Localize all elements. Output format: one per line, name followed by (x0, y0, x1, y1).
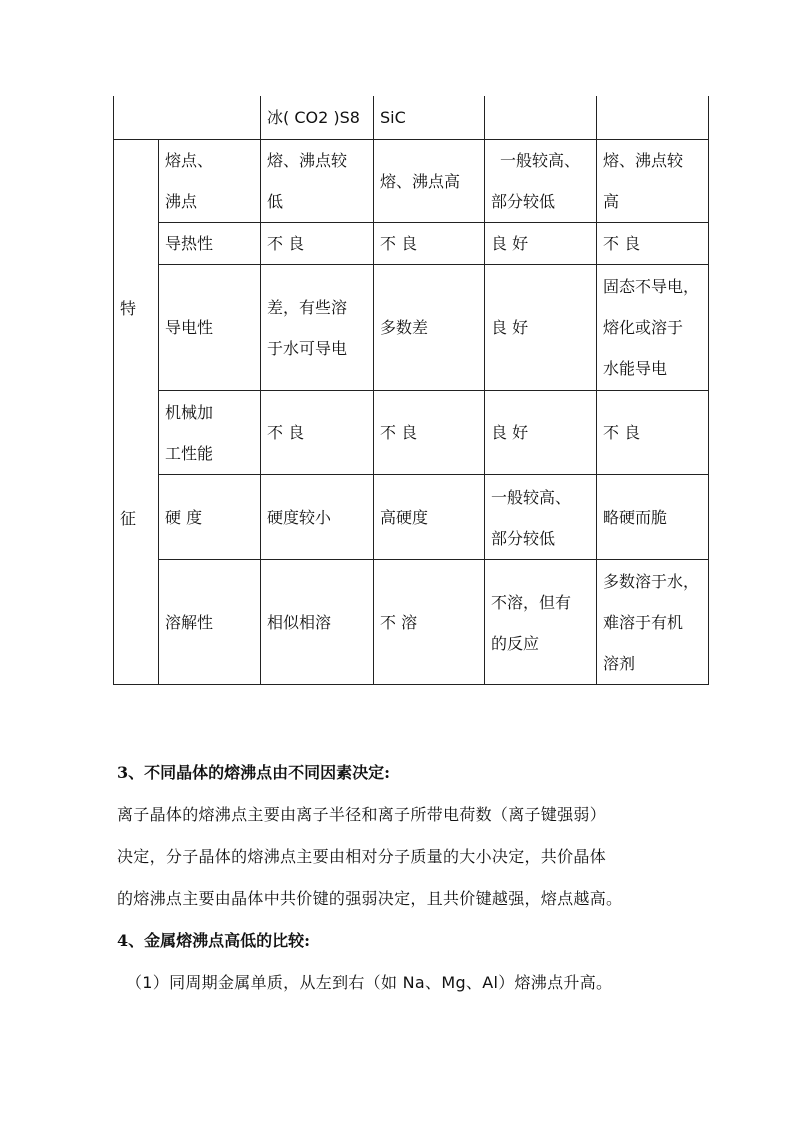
table-cell: 良 好 (491, 318, 529, 337)
table-cell: 相似相溶 (267, 613, 332, 632)
property-label: 工性能 (165, 444, 214, 463)
table-cell: 部分较低 (491, 192, 556, 211)
property-label: 熔点、 (165, 151, 214, 170)
table-cell: 不 良 (267, 423, 305, 442)
table-row-divider (158, 264, 709, 265)
property-label: 沸点 (165, 192, 198, 211)
table-cell: 多数溶于水， (603, 572, 700, 591)
table-cell: 良 好 (491, 423, 529, 442)
section-heading: 4、金属熔沸点高低的比较: (117, 931, 311, 950)
paragraph-line: （1）同周期金属单质，从左到右（如 Na、Mg、Al）熔沸点升高。 (126, 973, 613, 992)
section-heading: 3、不同晶体的熔沸点由不同因素决定: (117, 763, 391, 782)
table-cell: 多数差 (380, 318, 429, 337)
property-label: 导电性 (165, 318, 214, 337)
table-cell: 一般较高、 (491, 488, 572, 507)
table-cell-top-col4: SiC (380, 108, 406, 127)
table-cell: 熔、沸点较 (267, 151, 348, 170)
table-cell: 略硬而脆 (603, 508, 668, 527)
table-cell: 溶剂 (603, 654, 636, 673)
table-cell: 的反应 (491, 634, 540, 653)
table-cell: 差，有些溶 (267, 298, 348, 317)
table-cell: 不 良 (380, 423, 418, 442)
paragraph-line: 的熔沸点主要由晶体中共价键的强弱决定，且共价键越强，熔点越高。 (117, 889, 623, 908)
table-cell: 熔化或溶于 (603, 318, 684, 337)
paragraph-line: 决定，分子晶体的熔沸点主要由相对分子质量的大小决定，共价晶体 (117, 847, 607, 866)
table-cell: 硬度较小 (267, 508, 332, 527)
table-row-divider (158, 474, 709, 475)
table-cell: 熔、沸点较 (603, 151, 684, 170)
table-cell: 固态不导电， (603, 277, 700, 296)
table-cell: 水能导电 (603, 359, 668, 378)
table-cell: 不 溶 (380, 613, 418, 632)
table-cell: 不 良 (380, 234, 418, 253)
table-cell: 一般较高、 (500, 151, 581, 170)
property-label: 导热性 (165, 234, 214, 253)
table-cell-top-col3: 冰( CO2 )S8 (267, 108, 360, 127)
property-label: 机械加 (165, 403, 214, 422)
table-cell: 不 良 (267, 234, 305, 253)
table-cell: 高 (603, 192, 620, 211)
property-label: 硬 度 (165, 508, 203, 527)
group-label-char1: 特 (120, 299, 137, 318)
table-divider-col1 (158, 139, 159, 685)
table-border-left (113, 96, 114, 685)
table-row-divider (158, 559, 709, 560)
table-cell: 不溶，但有 (491, 593, 572, 612)
table-row-divider (158, 390, 709, 391)
group-label-char2: 征 (120, 509, 137, 528)
table-cell: 部分较低 (491, 529, 556, 548)
table-cell: 于水可导电 (267, 339, 348, 358)
table-cell: 高硬度 (380, 508, 429, 527)
table-cell: 不 良 (603, 234, 641, 253)
table-cell: 低 (267, 192, 284, 211)
table-cell: 难溶于有机 (603, 613, 684, 632)
table-cell: 良 好 (491, 234, 529, 253)
table-border-bottom (113, 684, 709, 685)
paragraph-line: 离子晶体的熔沸点主要由离子半径和离子所带电荷数（离子键强弱） (117, 805, 607, 824)
table-cell: 不 良 (603, 423, 641, 442)
table-cell: 熔、沸点高 (380, 172, 461, 191)
property-label: 溶解性 (165, 613, 214, 632)
